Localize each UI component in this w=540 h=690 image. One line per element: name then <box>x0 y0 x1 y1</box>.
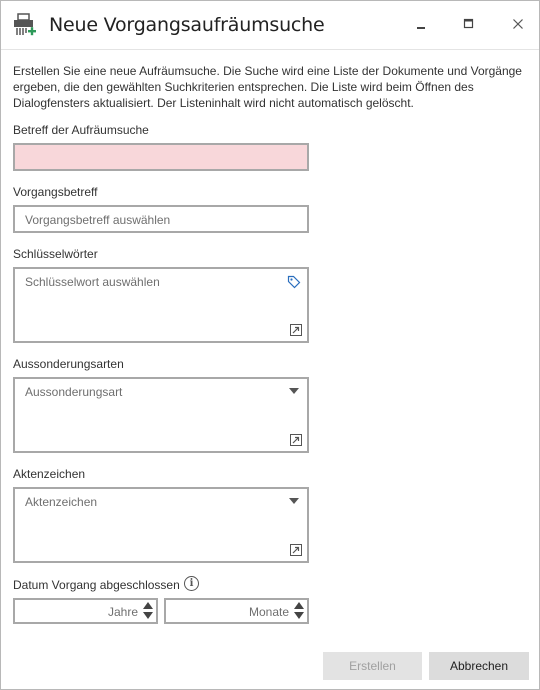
title-separator <box>1 49 539 50</box>
title-bar <box>1 1 539 49</box>
betreff-label: Betreff der Aufräumsuche <box>13 123 149 137</box>
close-icon <box>512 18 524 30</box>
info-icon[interactable]: i <box>184 576 199 591</box>
chevron-down-icon[interactable] <box>289 498 299 504</box>
tag-icon[interactable] <box>287 275 301 292</box>
schluesselwoerter-input[interactable] <box>13 267 309 343</box>
expand-icon[interactable] <box>290 544 302 556</box>
arrow-up-icon[interactable] <box>143 602 153 609</box>
minimize-button[interactable] <box>405 9 439 39</box>
datum-label: Datum Vorgang abgeschlossen <box>13 578 180 592</box>
minimize-icon <box>416 18 428 30</box>
monate-placeholder: Monate <box>248 605 289 619</box>
stepper-arrows[interactable] <box>143 602 153 620</box>
cancel-button[interactable]: Abbrechen <box>429 652 529 680</box>
maximize-icon <box>463 18 475 30</box>
aktenzeichen-label: Aktenzeichen <box>13 467 86 481</box>
vorgangsbetreff-input[interactable] <box>13 205 309 233</box>
description-text: Erstellen Sie eine neue Aufräumsuche. Die Suche wird eine Liste der Dokumente und Vorgänge ergeben, die den gewählten Suchkriterien entsprechen. Die Liste wird beim Öffnen des Dialogfensters aktualisiert. Der Listeninhalt wird nicht automatisch gelöscht. <box>13 64 522 110</box>
stepper-arrows[interactable] <box>294 602 304 620</box>
arrow-up-icon[interactable] <box>294 602 304 609</box>
shredder-add-icon <box>13 13 37 37</box>
aussonderungsarten-label: Aussonderungsarten <box>13 357 124 371</box>
schluesselwoerter-label: Schlüsselwörter <box>13 247 98 261</box>
schluesselwoerter-placeholder: Schlüsselwort auswählen <box>25 275 160 289</box>
close-button[interactable] <box>501 9 535 39</box>
expand-icon[interactable] <box>290 434 302 446</box>
chevron-down-icon[interactable] <box>289 388 299 394</box>
betreff-input[interactable] <box>13 143 309 171</box>
expand-icon[interactable] <box>290 324 302 336</box>
jahre-placeholder: Jahre <box>107 605 138 619</box>
aktenzeichen-placeholder: Aktenzeichen <box>25 495 98 509</box>
window-title: Neue Vorgangsaufräumsuche <box>49 14 325 36</box>
jahre-stepper[interactable] <box>13 598 158 624</box>
vorgangsbetreff-placeholder: Vorgangsbetreff auswählen <box>25 213 171 227</box>
create-button[interactable]: Erstellen <box>323 652 422 680</box>
aussonderungsarten-placeholder: Aussonderungsart <box>25 385 123 399</box>
aktenzeichen-input[interactable] <box>13 487 309 563</box>
monate-stepper[interactable] <box>164 598 309 624</box>
maximize-button[interactable] <box>452 9 486 39</box>
aussonderungsarten-input[interactable] <box>13 377 309 453</box>
vorgangsbetreff-label: Vorgangsbetreff <box>13 185 98 199</box>
arrow-down-icon[interactable] <box>294 612 304 619</box>
arrow-down-icon[interactable] <box>143 612 153 619</box>
